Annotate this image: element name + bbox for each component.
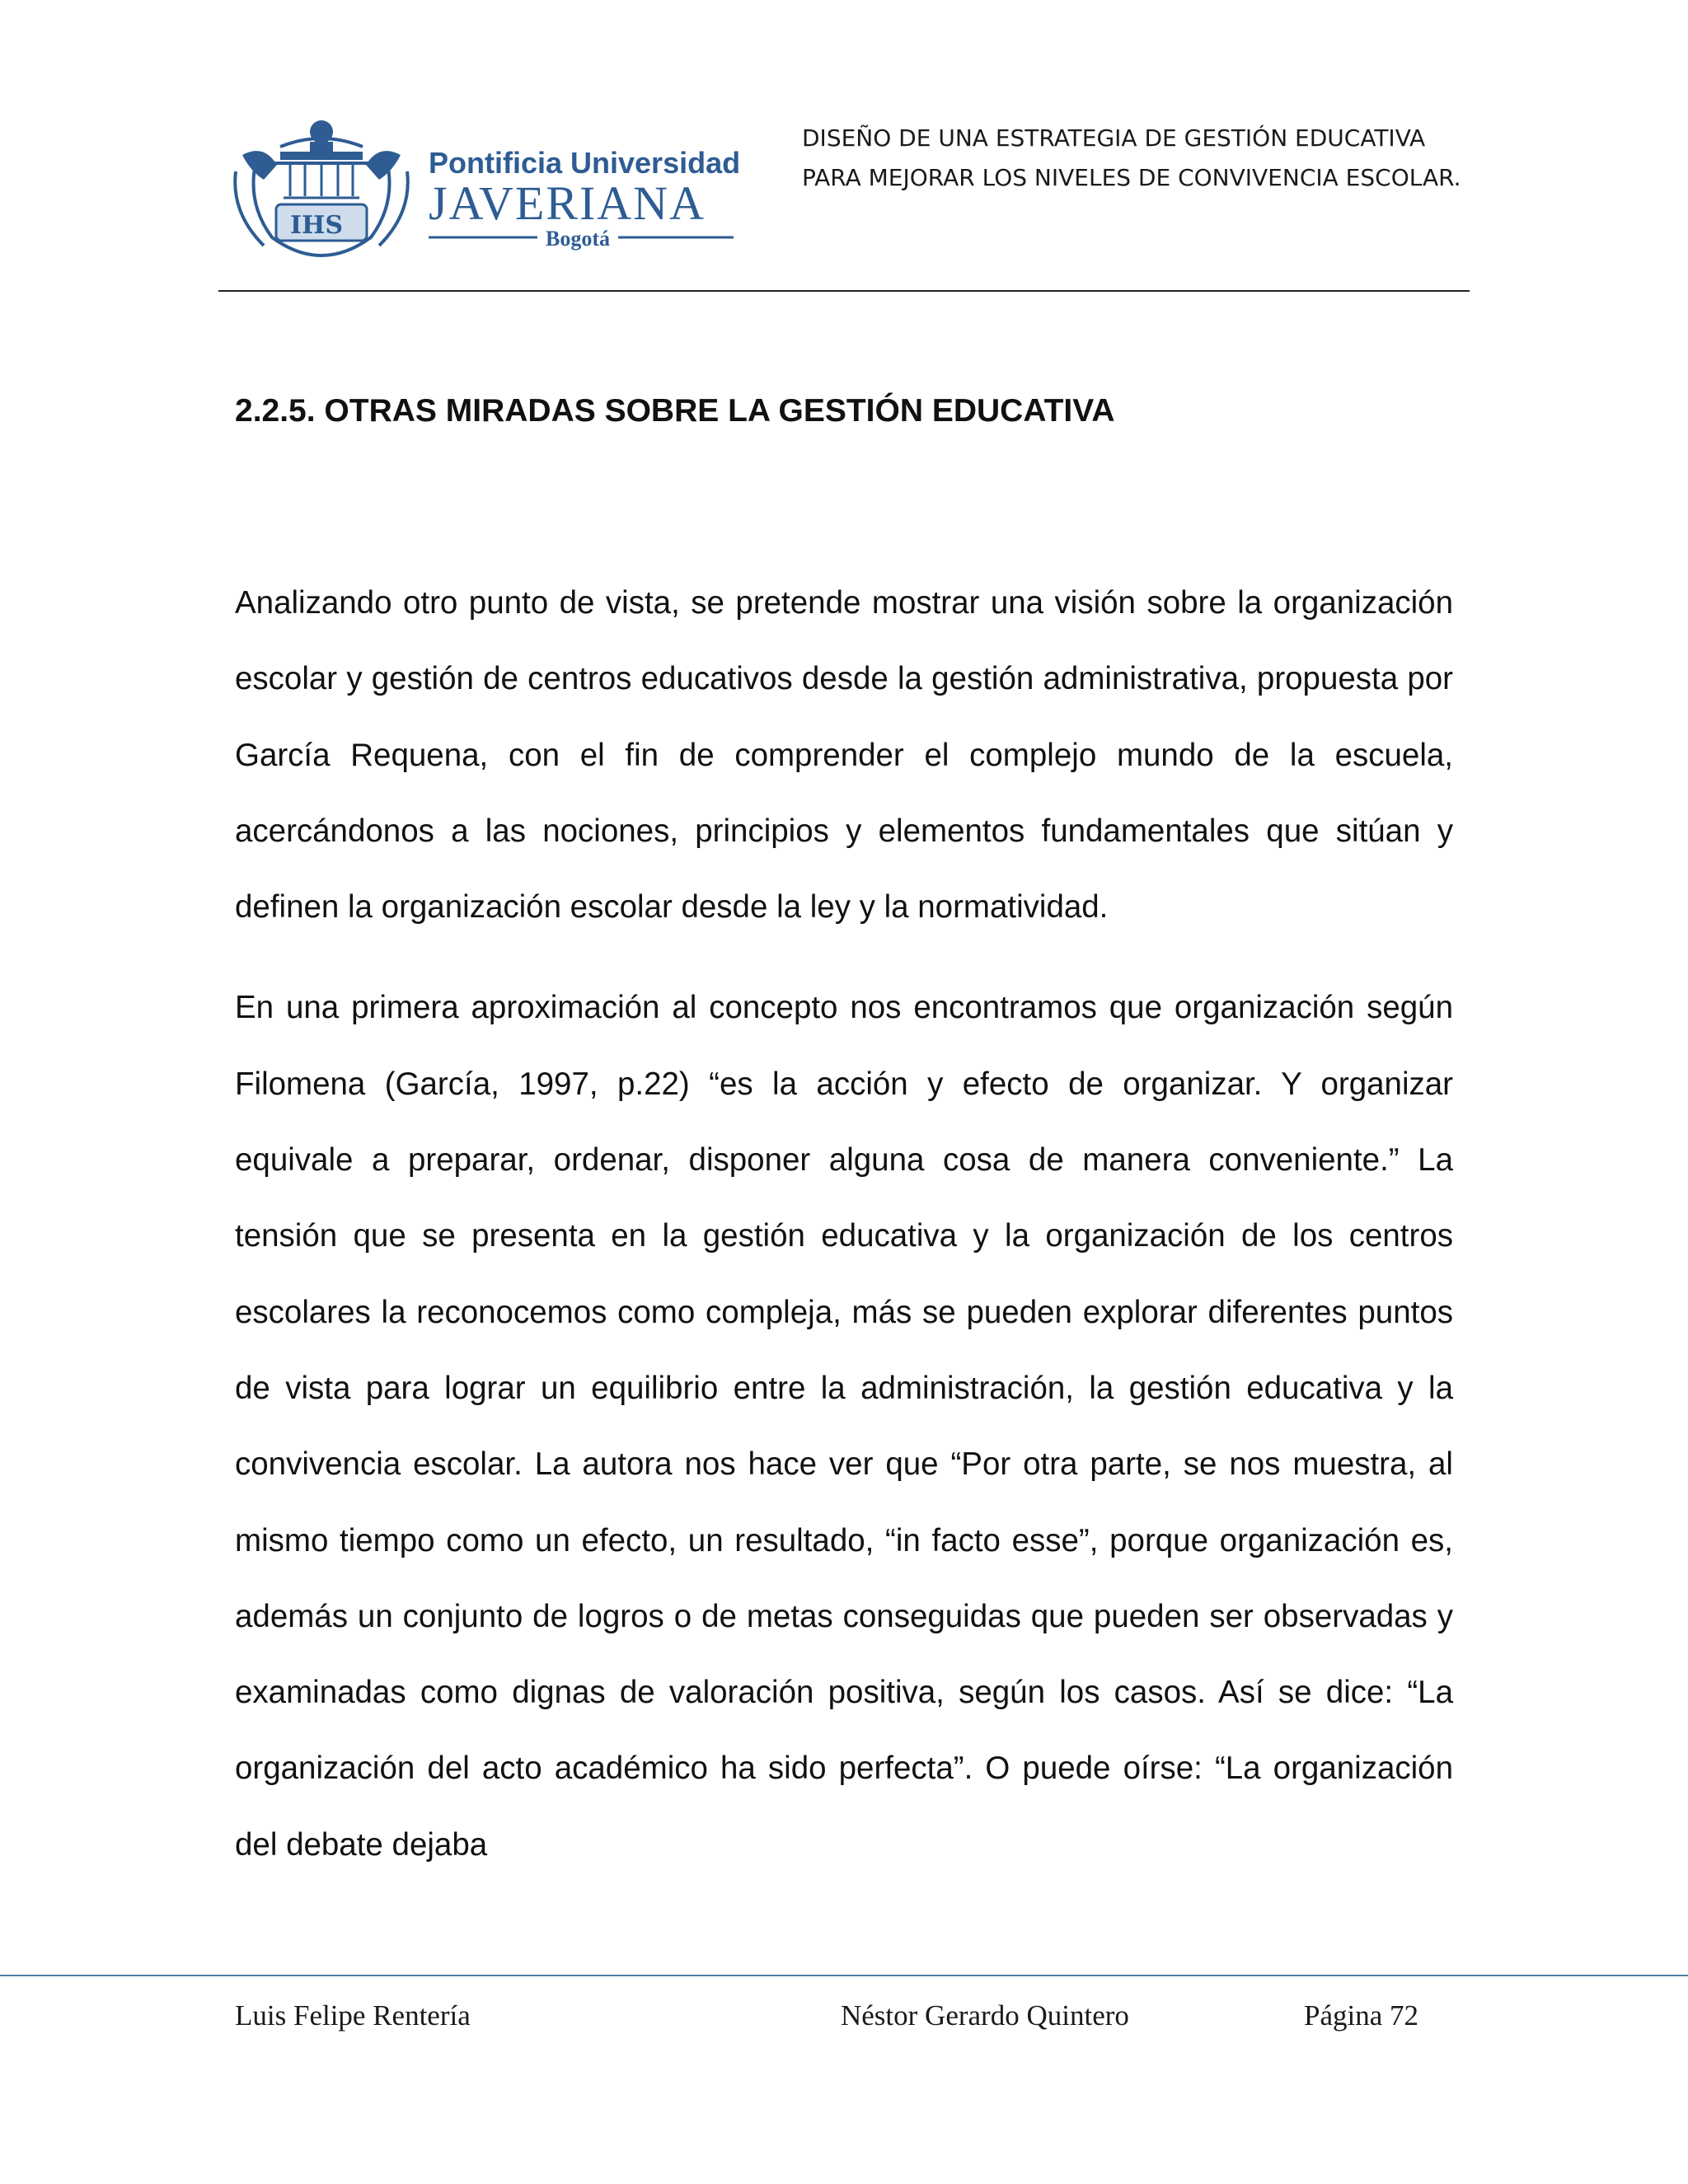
page-number: Página 72 — [1304, 1999, 1419, 2032]
logo-line1: Pontificia Universidad — [429, 146, 741, 180]
university-logo — [231, 114, 742, 262]
body-text — [235, 565, 1453, 1883]
footer-author-2: Néstor Gerardo Quintero — [841, 1999, 1129, 2032]
javeriana-crest-icon — [231, 114, 742, 262]
footer-author-1: Luis Felipe Rentería — [235, 1999, 471, 2032]
header-divider — [218, 290, 1470, 292]
section-heading: 2.2.5. OTRAS MIRADAS SOBRE LA GESTIÓN EDUCATIVA — [235, 393, 1115, 429]
logo-line3: Bogotá — [546, 227, 610, 251]
document-header-title — [802, 119, 1544, 198]
logo-line2: JAVERIANA — [429, 176, 706, 230]
footer-divider — [0, 1975, 1688, 1976]
paragraph-2: En una primera aproximación al concepto nos encontramos que organización según Filomena (García, 1997, p.22) “es la acción y efecto de organizar. Y organizar equivale a preparar, ordenar, disponer alguna cosa de manera conveniente.” La tensión que se presenta en la gestión educativa y la organización de los centros escolares la reconocemos como compleja, más se pueden explorar diferentes puntos de vista para lograr un equilibrio entre la administración, la gestión educativa y la convivencia escolar. La autora nos hace ver que “Por otra parte, se nos muestra, al mismo tiempo como un efecto, un resultado, “in facto esse”, porque organización es, además un conjunto de logros o de metas conseguidas que pueden ser observadas y examinadas como dignas de valoración positiva, según los casos. Así se dice: “La organización del acto académico ha sido perfecta”. O puede oírse: “La organización del debate dejaba — [235, 990, 1453, 1863]
svg-text:IHS: IHS — [290, 211, 344, 240]
header-title-line1: DISEÑO DE UNA ESTRATEGIA DE GESTIÓN EDUCATIVA — [802, 124, 1426, 152]
header-title-line2: PARA MEJORAR LOS NIVELES DE CONVIVENCIA ESCOLAR. — [802, 164, 1461, 191]
paragraph-1: Analizando otro punto de vista, se pretende mostrar una visión sobre la organización escolar y gestión de centros educativos desde la gestión administrativa, propuesta por García Requena, con el fin de comprender el complejo mundo de la escuela, acercándonos a las nociones, principios y elementos fundamentales que sitúan y definen la organización escolar desde la ley y la normatividad. — [235, 585, 1453, 926]
